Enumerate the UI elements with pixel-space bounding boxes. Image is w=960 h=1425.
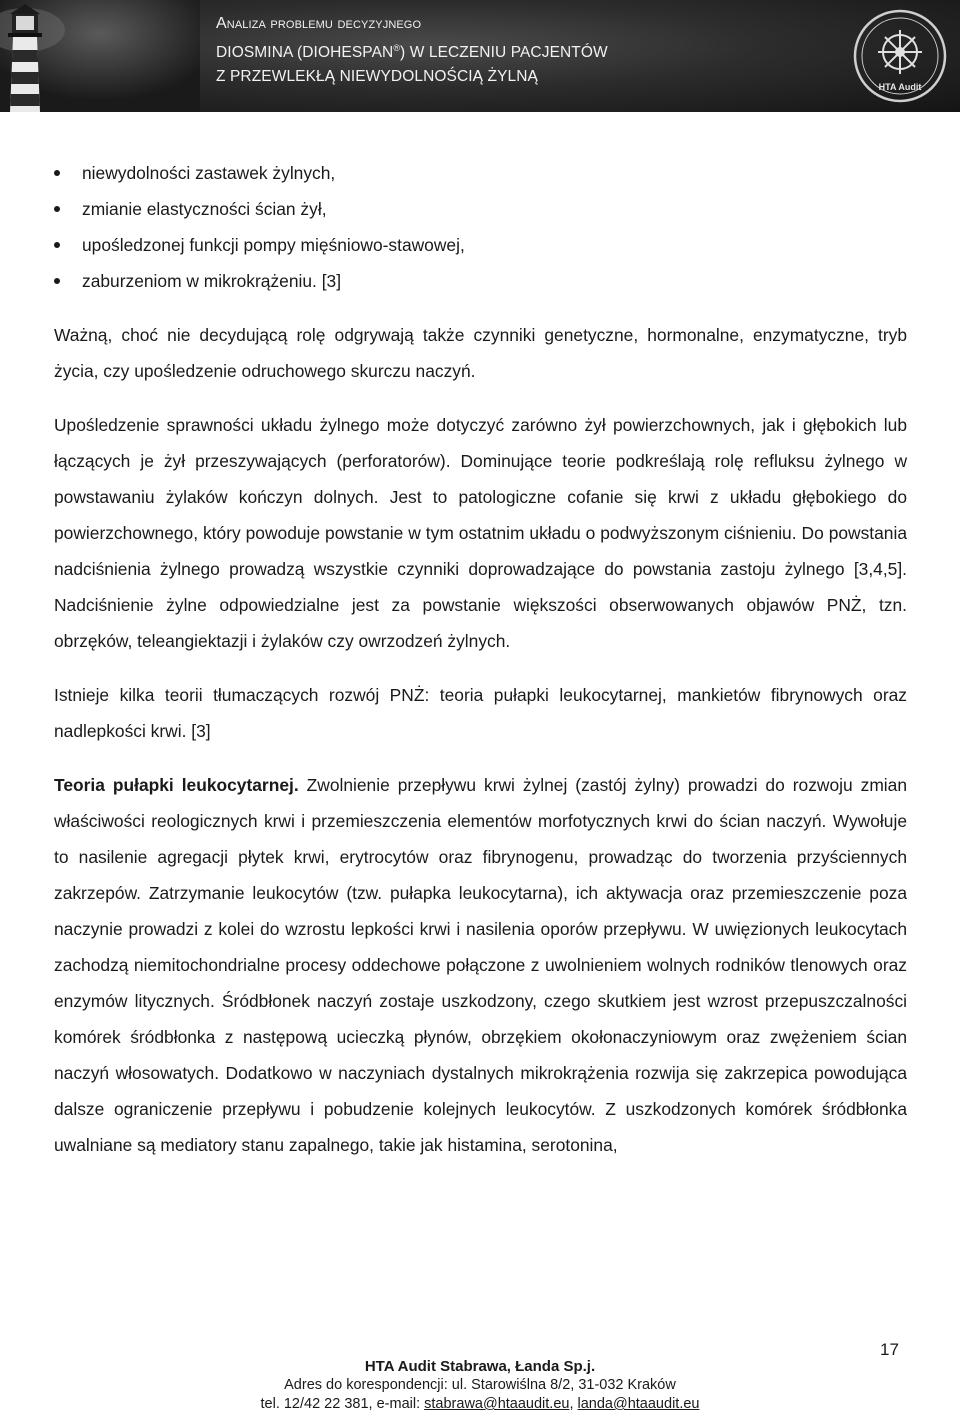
email-link-landa[interactable]: landa@htaaudit.eu xyxy=(577,1396,700,1412)
hta-audit-seal-logo xyxy=(852,8,948,104)
footer-company: HTA Audit Stabrawa, Łanda Sp.j. xyxy=(364,1358,596,1375)
list-item: zaburzeniom w mikrokrążeniu. [3] xyxy=(54,263,907,299)
paragraph-venous-insufficiency: Upośledzenie sprawności układu żylnego może dotyczyć zarówno żył powierzchownych, jak i głębokich lub łączących je żył przeszywających (perforatorów). Dominujące teorie podkreślają rolę refluksu żylnego w powstawaniu żylaków kończyn dolnych. Jest to patologiczne cofanie się krwi z układu głębokiego do powierzchownego, który powoduje powstanie w tym ostatnim układu o podwyższonym ciśnieniu. Do powstania nadciśnienia żylnego prowadzą wszystkie czynniki doprowadzające do powstania zastoju żylnego [3,4,5]. Nadciśnienie żylne odpowiedzialne jest za powstanie większości obserwowanych objawów PNŻ, tzn. obrzęków, teleangiektazji i żylaków czy owrzodzeń żylnych. xyxy=(54,415,907,651)
bullet-list xyxy=(54,155,907,299)
header-banner xyxy=(0,0,960,112)
paragraph-text: Zwolnienie przepływu krwi żylnej (zastój żylny) prowadzi do rozwoju zmian właściwości reologicznych krwi i przemieszczenia elementów morfotycznych krwi do ścian naczyń. Wywołuje to nasilenie agregacji płytek krwi, erytrocytów oraz fibrynogenu, prowadząc do tworzenia przyściennych zakrzepów. Zatrzymanie leukocytów (tzw. pułapka leukocytarna), ich aktywacja oraz przemieszczenie poza naczynie prowadzi z kolei do wzrostu lepkości krwi i nasilenia oporów przepływu. W uwięzionych leukocytach zachodzą niemitochondrialne procesy oddechowe połączone z uwolnieniem wolnych rodników tlenowych oraz enzymów litycznych. Śródbłonek naczyń zostaje uszkodzony, czego skutkiem jest wzrost przepuszczalności komórek śródbłonka z następową ucieczką płynów, obrzękiem okołonaczyniowym oraz zwężeniem ścian naczyń włosowatych. Dodatkowo w naczyniach dystalnych mikrokrążenia rozwija się zakrzepica powodująca dalsze ograniczenie przepływu i pobudzenie kolejnych leukocytów. Z uszkodzonych komórek śródbłonka uwalniane są mediatory stanu zapalnego, takie jak histamina, serotonina, xyxy=(54,775,908,1155)
header-line-3: Z PRZEWLEKŁĄ NIEWYDOLNOŚCIĄ ŻYLNĄ xyxy=(216,68,538,86)
header-line-2: DIOSMINA (DIOHESPAN®) W LECZENIU PACJENTÓW xyxy=(216,43,608,62)
paragraph-heading: Teoria pułapki leukocytarnej. xyxy=(54,775,299,795)
paragraph-genetic-factors: Ważną, choć nie decydującą rolę odgrywają także czynniki genetyczne, hormonalne, enzymatyczne, tryb życia, czy upośledzenie odruchowego skurczu naczyń. xyxy=(54,325,907,381)
document-body xyxy=(54,155,907,1163)
footer xyxy=(0,1357,960,1414)
paragraph-leukocyte-trap xyxy=(54,767,907,1163)
footer-address: Adres do korespondencji: ul. Starowiślna 8/2, 31-032 Kraków xyxy=(284,1377,676,1393)
list-item: upośledzonej funkcji pompy mięśniowo-stawowej, xyxy=(54,227,907,263)
page-number: 17 xyxy=(880,1340,899,1359)
seal-label: HTA Audit xyxy=(878,82,922,92)
lighthouse-image xyxy=(0,0,200,112)
email-link-stabrawa[interactable]: stabrawa@htaaudit.eu xyxy=(424,1396,570,1412)
list-item: niewydolności zastawek żylnych, xyxy=(54,155,907,191)
footer-contact: tel. 12/42 22 381, e-mail: stabrawa@htaaudit.eu, landa@htaaudit.eu xyxy=(260,1396,700,1412)
list-item: zmianie elastyczności ścian żył, xyxy=(54,191,907,227)
paragraph-theories: Istnieje kilka teorii tłumaczących rozwój PNŻ: teoria pułapki leukocytarnej, mankietów fibrynowych oraz nadlepkości krwi. [3] xyxy=(54,685,907,741)
header-title xyxy=(216,12,608,89)
header-line-1: Analiza problemu decyzyjnego xyxy=(216,15,422,32)
